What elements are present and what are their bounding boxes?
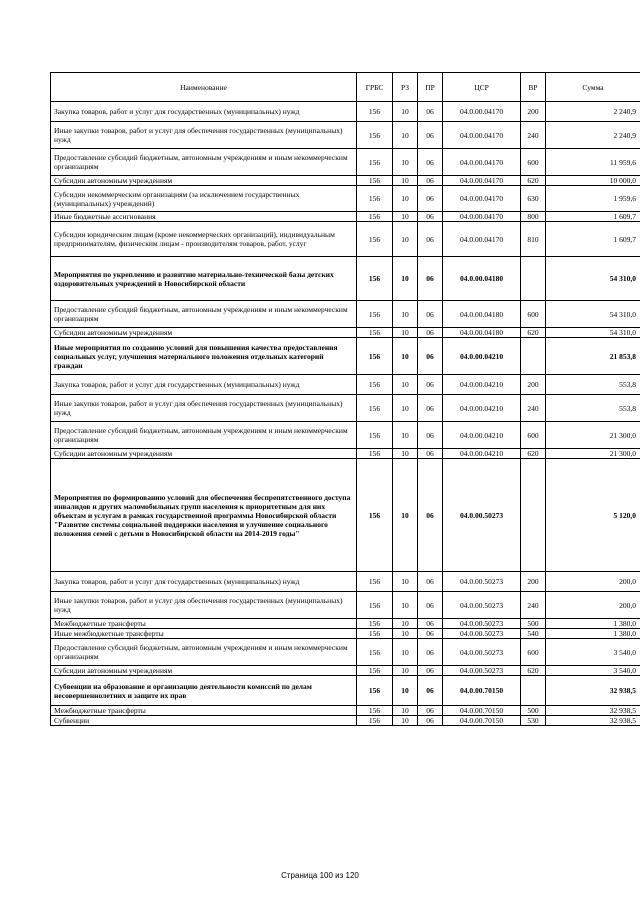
cell-vr: 620 [521, 328, 546, 338]
cell-pr: 06 [418, 222, 443, 257]
cell-rz: 10 [393, 629, 418, 639]
table-row [51, 666, 640, 676]
cell-vr [521, 338, 546, 375]
cell-grbs: 156 [357, 639, 393, 666]
table-row [51, 102, 640, 122]
table-row [51, 176, 640, 186]
cell-pr: 06 [418, 257, 443, 301]
cell-pr: 06 [418, 666, 443, 676]
cell-sum: 54 310,0 [546, 301, 640, 328]
table-header-row [51, 73, 640, 102]
cell-grbs: 156 [357, 666, 393, 676]
cell-sum: 553,8 [546, 375, 640, 395]
cell-rz: 10 [393, 422, 418, 449]
cell-pr: 06 [418, 338, 443, 375]
cell-rz: 10 [393, 328, 418, 338]
cell-name: Мероприятия по укреплению и развитию материально-технической базы детских оздоровительных учреждений в Новосибирской области [51, 257, 357, 301]
cell-rz: 10 [393, 395, 418, 422]
cell-csr: 04.0.00.50273 [443, 459, 521, 572]
cell-name: Иные мероприятия по созданию условий для повышения качества предоставления социальных услуг, улучшения материального положения отдельных категорий граждан [51, 338, 357, 375]
cell-grbs: 156 [357, 149, 393, 176]
cell-sum: 5 120,0 [546, 459, 640, 572]
cell-pr: 06 [418, 102, 443, 122]
cell-name: Субвенции [51, 716, 357, 726]
cell-csr: 04.0.00.70150 [443, 676, 521, 706]
cell-sum: 32 938,5 [546, 676, 640, 706]
cell-sum: 1 959,6 [546, 186, 640, 212]
table-row [51, 122, 640, 149]
cell-grbs: 156 [357, 619, 393, 629]
cell-vr [521, 459, 546, 572]
cell-sum: 200,0 [546, 572, 640, 592]
cell-vr: 240 [521, 395, 546, 422]
cell-sum: 32 938,5 [546, 706, 640, 716]
cell-name: Субсидии автономным учреждениям [51, 328, 357, 338]
cell-name: Субсидии автономным учреждениям [51, 449, 357, 459]
table-row [51, 222, 640, 257]
cell-grbs: 156 [357, 122, 393, 149]
table-row [51, 375, 640, 395]
header-rz: РЗ [393, 73, 418, 102]
cell-name: Межбюджетные трансферты [51, 706, 357, 716]
header-pr: ПР [418, 73, 443, 102]
table-row [51, 257, 640, 301]
cell-rz: 10 [393, 375, 418, 395]
cell-vr: 540 [521, 629, 546, 639]
cell-pr: 06 [418, 639, 443, 666]
cell-grbs: 156 [357, 212, 393, 222]
header-sum: Сумма [546, 73, 640, 102]
cell-sum: 2 240,9 [546, 122, 640, 149]
cell-csr: 04.0.00.04170 [443, 186, 521, 212]
cell-grbs: 156 [357, 716, 393, 726]
cell-rz: 10 [393, 592, 418, 619]
table-row [51, 395, 640, 422]
cell-csr: 04.0.00.50273 [443, 619, 521, 629]
cell-sum: 21 853,8 [546, 338, 640, 375]
cell-csr: 04.0.00.04210 [443, 375, 521, 395]
cell-pr: 06 [418, 459, 443, 572]
cell-csr: 04.0.00.50273 [443, 666, 521, 676]
cell-rz: 10 [393, 122, 418, 149]
table-row [51, 338, 640, 375]
cell-grbs: 156 [357, 328, 393, 338]
cell-vr: 240 [521, 122, 546, 149]
cell-name: Субсидии автономным учреждениям [51, 176, 357, 186]
cell-vr: 500 [521, 706, 546, 716]
cell-sum: 553,8 [546, 395, 640, 422]
cell-sum: 1 380,0 [546, 619, 640, 629]
cell-name: Предоставление субсидий бюджетным, автономным учреждениям и иным некоммерческим организациям [51, 301, 357, 328]
cell-grbs: 156 [357, 176, 393, 186]
cell-csr: 04.0.00.50273 [443, 572, 521, 592]
budget-table [50, 72, 640, 726]
table-row [51, 186, 640, 212]
cell-vr: 200 [521, 375, 546, 395]
cell-sum: 1 609,7 [546, 212, 640, 222]
cell-csr: 04.0.00.50273 [443, 639, 521, 666]
cell-grbs: 156 [357, 222, 393, 257]
cell-rz: 10 [393, 176, 418, 186]
cell-name: Предоставление субсидий бюджетным, автономным учреждениям и иным некоммерческим организациям [51, 639, 357, 666]
cell-sum: 54 310,0 [546, 328, 640, 338]
cell-csr: 04.0.00.50273 [443, 629, 521, 639]
cell-rz: 10 [393, 222, 418, 257]
cell-name: Субсидии автономным учреждениям [51, 666, 357, 676]
cell-rz: 10 [393, 572, 418, 592]
cell-sum: 21 300,0 [546, 422, 640, 449]
cell-pr: 06 [418, 149, 443, 176]
cell-rz: 10 [393, 257, 418, 301]
header-csr: ЦСР [443, 73, 521, 102]
cell-vr: 600 [521, 422, 546, 449]
cell-name: Субсидии некоммерческим организациям (за исключением государственных (муниципальных) учреждений) [51, 186, 357, 212]
cell-csr: 04.0.00.04180 [443, 257, 521, 301]
cell-csr: 04.0.00.04170 [443, 122, 521, 149]
cell-csr: 04.0.00.04170 [443, 212, 521, 222]
cell-csr: 04.0.00.04210 [443, 338, 521, 375]
table-row [51, 572, 640, 592]
table-row [51, 619, 640, 629]
cell-pr: 06 [418, 629, 443, 639]
cell-csr: 04.0.00.50273 [443, 592, 521, 619]
table-row [51, 459, 640, 572]
cell-vr [521, 257, 546, 301]
cell-rz: 10 [393, 666, 418, 676]
header-name: Наименование [51, 73, 357, 102]
cell-csr: 04.0.00.70150 [443, 706, 521, 716]
cell-vr: 600 [521, 639, 546, 666]
cell-grbs: 156 [357, 459, 393, 572]
cell-rz: 10 [393, 338, 418, 375]
cell-grbs: 156 [357, 102, 393, 122]
cell-pr: 06 [418, 328, 443, 338]
cell-vr: 500 [521, 619, 546, 629]
cell-name: Иные закупки товаров, работ и услуг для обеспечения государственных (муниципальных) нужд [51, 395, 357, 422]
cell-rz: 10 [393, 102, 418, 122]
cell-sum: 32 938,5 [546, 716, 640, 726]
cell-csr: 04.0.00.04180 [443, 301, 521, 328]
cell-rz: 10 [393, 186, 418, 212]
table-row [51, 716, 640, 726]
cell-csr: 04.0.00.04170 [443, 222, 521, 257]
cell-name: Закупка товаров, работ и услуг для государственных (муниципальных) нужд [51, 572, 357, 592]
cell-pr: 06 [418, 449, 443, 459]
cell-grbs: 156 [357, 186, 393, 212]
cell-name: Иные бюджетные ассигнования [51, 212, 357, 222]
table-row [51, 328, 640, 338]
cell-rz: 10 [393, 212, 418, 222]
cell-grbs: 156 [357, 395, 393, 422]
cell-name: Иные межбюджетные трансферты [51, 629, 357, 639]
table-row [51, 706, 640, 716]
cell-vr: 200 [521, 102, 546, 122]
cell-rz: 10 [393, 459, 418, 572]
cell-grbs: 156 [357, 676, 393, 706]
cell-sum: 11 959,6 [546, 149, 640, 176]
cell-sum: 1 380,0 [546, 629, 640, 639]
cell-name: Предоставление субсидий бюджетным, автономным учреждениям и иным некоммерческим организациям [51, 422, 357, 449]
cell-rz: 10 [393, 301, 418, 328]
cell-pr: 06 [418, 375, 443, 395]
cell-pr: 06 [418, 301, 443, 328]
cell-csr: 04.0.00.04170 [443, 149, 521, 176]
cell-grbs: 156 [357, 592, 393, 619]
cell-name: Закупка товаров, работ и услуг для государственных (муниципальных) нужд [51, 375, 357, 395]
cell-rz: 10 [393, 619, 418, 629]
cell-vr: 200 [521, 572, 546, 592]
cell-csr: 04.0.00.04210 [443, 422, 521, 449]
cell-name: Субвенции на образование и организацию деятельности комиссий по делам несовершеннолетних и защите их прав [51, 676, 357, 706]
cell-rz: 10 [393, 676, 418, 706]
cell-pr: 06 [418, 572, 443, 592]
table-row [51, 149, 640, 176]
cell-rz: 10 [393, 149, 418, 176]
cell-vr: 800 [521, 212, 546, 222]
cell-name: Субсидии юридическим лицам (кроме некоммерческих организаций), индивидуальным предпринимателям, физическим лицам - производителям товаров, работ, услуг [51, 222, 357, 257]
cell-pr: 06 [418, 676, 443, 706]
cell-pr: 06 [418, 395, 443, 422]
cell-grbs: 156 [357, 301, 393, 328]
cell-rz: 10 [393, 449, 418, 459]
cell-rz: 10 [393, 639, 418, 666]
cell-csr: 04.0.00.04170 [443, 102, 521, 122]
cell-vr: 240 [521, 592, 546, 619]
cell-rz: 10 [393, 716, 418, 726]
table-row [51, 676, 640, 706]
cell-name: Иные закупки товаров, работ и услуг для обеспечения государственных (муниципальных) нужд [51, 122, 357, 149]
cell-grbs: 156 [357, 706, 393, 716]
cell-pr: 06 [418, 122, 443, 149]
cell-csr: 04.0.00.04210 [443, 449, 521, 459]
header-grbs: ГРБС [357, 73, 393, 102]
cell-pr: 06 [418, 716, 443, 726]
cell-sum: 200,0 [546, 592, 640, 619]
cell-sum: 3 540,0 [546, 639, 640, 666]
table-body [51, 102, 640, 726]
cell-vr: 620 [521, 176, 546, 186]
cell-name: Межбюджетные трансферты [51, 619, 357, 629]
cell-vr: 810 [521, 222, 546, 257]
cell-grbs: 156 [357, 422, 393, 449]
table-row [51, 212, 640, 222]
cell-pr: 06 [418, 422, 443, 449]
table-row [51, 449, 640, 459]
cell-sum: 21 300,0 [546, 449, 640, 459]
cell-sum: 3 540,0 [546, 666, 640, 676]
cell-name: Закупка товаров, работ и услуг для государственных (муниципальных) нужд [51, 102, 357, 122]
cell-grbs: 156 [357, 375, 393, 395]
table-row [51, 422, 640, 449]
cell-vr [521, 676, 546, 706]
cell-pr: 06 [418, 176, 443, 186]
cell-grbs: 156 [357, 629, 393, 639]
cell-vr: 620 [521, 449, 546, 459]
cell-name: Предоставление субсидий бюджетным, автономным учреждениям и иным некоммерческим организациям [51, 149, 357, 176]
cell-grbs: 156 [357, 338, 393, 375]
table-row [51, 639, 640, 666]
cell-sum: 54 310,0 [546, 257, 640, 301]
cell-vr: 600 [521, 301, 546, 328]
cell-pr: 06 [418, 212, 443, 222]
cell-pr: 06 [418, 706, 443, 716]
cell-sum: 1 609,7 [546, 222, 640, 257]
cell-csr: 04.0.00.04210 [443, 395, 521, 422]
cell-pr: 06 [418, 619, 443, 629]
cell-vr: 600 [521, 149, 546, 176]
cell-grbs: 156 [357, 257, 393, 301]
cell-sum: 2 240,9 [546, 102, 640, 122]
table-row [51, 629, 640, 639]
cell-csr: 04.0.00.04170 [443, 176, 521, 186]
cell-grbs: 156 [357, 449, 393, 459]
cell-csr: 04.0.00.70150 [443, 716, 521, 726]
cell-pr: 06 [418, 186, 443, 212]
cell-pr: 06 [418, 592, 443, 619]
table-row [51, 592, 640, 619]
cell-vr: 530 [521, 716, 546, 726]
cell-csr: 04.0.00.04180 [443, 328, 521, 338]
header-vr: ВР [521, 73, 546, 102]
cell-name: Мероприятия по формированию условий для обеспечения беспрепятственного доступа инвалидов и других маломобильных групп населения к приоритетным для них объектам и услугам в рамках государственной программы Новосибирской области "Развитие системы социальной поддержки населения и улучшение социального положения семей с детьми в Новосибирской области на 2014-2019 годы" [51, 459, 357, 572]
page-footer: Страница 100 из 120 [281, 871, 359, 880]
cell-name: Иные закупки товаров, работ и услуг для обеспечения государственных (муниципальных) нужд [51, 592, 357, 619]
cell-vr: 630 [521, 186, 546, 212]
table-row [51, 301, 640, 328]
cell-rz: 10 [393, 706, 418, 716]
cell-grbs: 156 [357, 572, 393, 592]
cell-sum: 10 000,0 [546, 176, 640, 186]
cell-vr: 620 [521, 666, 546, 676]
